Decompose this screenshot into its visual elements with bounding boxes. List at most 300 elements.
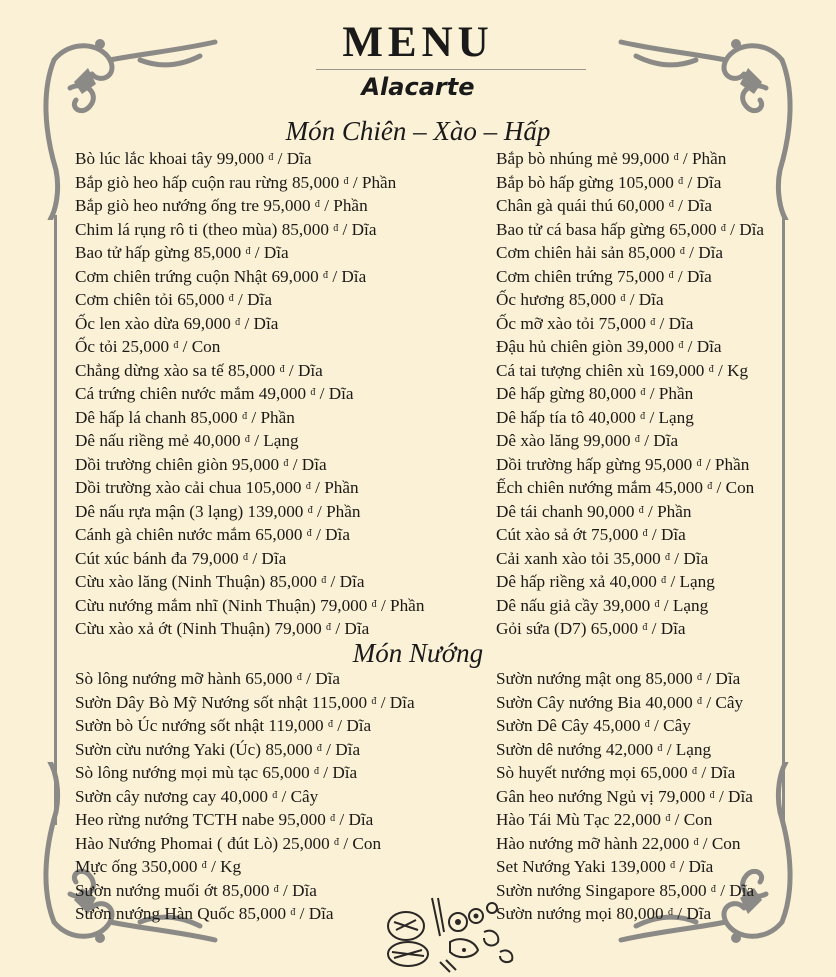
section-nuong-right-column [496, 667, 754, 926]
menu-item [75, 335, 424, 359]
menu-item-price: 65,000 [669, 219, 717, 239]
menu-item [75, 288, 424, 312]
menu-item [75, 808, 415, 832]
menu-item-name: Dê hấp gừng [496, 384, 585, 403]
menu-item [75, 382, 424, 406]
unit-separator: / [380, 595, 386, 615]
menu-item-price: 40,000 [609, 572, 657, 591]
unit-separator: / [682, 149, 688, 168]
menu-item-name: Cải xanh xào tỏi [496, 548, 610, 568]
menu-item-unit: Dĩa [335, 739, 361, 759]
menu-item [496, 194, 764, 218]
menu-item-price: 85,000 [659, 880, 707, 900]
currency-symbol: đ [668, 199, 674, 210]
menu-item-price: 69,000 [271, 266, 319, 286]
currency-symbol: đ [634, 434, 640, 445]
menu-item-unit: Dĩa [715, 669, 741, 688]
menu-item-price: 40,000 [193, 431, 241, 450]
menu-item [75, 218, 424, 242]
currency-symbol: đ [305, 481, 311, 492]
menu-item-unit: Dĩa [668, 313, 694, 333]
unit-separator: / [706, 669, 712, 688]
menu-item-price: 60,000 [617, 196, 665, 215]
unit-separator: / [352, 172, 358, 192]
currency-symbol: đ [707, 481, 713, 492]
menu-item-name: Ốc tỏi [75, 337, 118, 356]
unit-separator: / [238, 290, 243, 309]
menu-item [496, 382, 764, 406]
menu-item-unit: Dĩa [292, 880, 317, 900]
menu-item-name: Dê nấu riềng mẻ [75, 431, 190, 450]
menu-item [75, 879, 415, 903]
menu-item-price: 75,000 [591, 525, 639, 544]
menu-item-name: Gỏi sứa (D7) [496, 619, 587, 638]
unit-separator: / [380, 692, 386, 712]
menu-item-unit: Dĩa [297, 360, 323, 380]
menu-item-name: Sườn nướng Singapore [496, 880, 656, 900]
menu-item-name: Dồi trường chiên giòn [75, 454, 228, 474]
menu-item-name: Chẳng dừng xào sa tế [75, 360, 224, 380]
menu-item [496, 714, 754, 738]
menu-item-name: Đậu hủ chiên giòn [496, 337, 623, 356]
menu-item-unit: Dĩa [696, 337, 722, 356]
menu-item-name: Sườn Cây nướng Bia [496, 692, 642, 712]
menu-item-unit: Cây [715, 692, 744, 712]
unit-separator: / [674, 548, 680, 568]
menu-item-unit: Dĩa [728, 786, 753, 806]
unit-separator: / [343, 833, 349, 853]
menu-item-price: 85,000 [269, 572, 317, 591]
menu-item-name: Bò lúc lắc khoai tây [75, 149, 213, 168]
currency-symbol: đ [283, 457, 289, 469]
menu-item [75, 738, 415, 762]
currency-symbol: đ [243, 551, 249, 563]
currency-symbol: đ [296, 672, 302, 683]
menu-item-unit: Dĩa [686, 904, 712, 923]
unit-separator: / [651, 525, 657, 544]
menu-item-price: 85,000 [238, 904, 287, 923]
menu-item-unit: Dĩa [739, 219, 765, 239]
unit-separator: / [254, 431, 259, 450]
menu-item-price: 79,000 [658, 786, 706, 806]
menu-item-name: Sò huyết nướng mọi [496, 763, 637, 782]
menu-item-price: 79,000 [274, 619, 322, 638]
menu-item-name: Sườn nướng muối ớt [75, 880, 218, 900]
unit-separator: / [292, 454, 298, 474]
currency-symbol: đ [330, 813, 336, 824]
menu-item-unit: Dĩa [263, 243, 289, 262]
menu-item-unit: Dĩa [286, 149, 312, 168]
menu-item-unit: Dĩa [660, 619, 686, 638]
menu-item [75, 359, 424, 383]
currency-symbol: đ [201, 860, 207, 871]
menu-item-name: Bắp bò nhúng mẻ [496, 149, 618, 168]
unit-separator: / [324, 196, 329, 215]
currency-symbol: đ [228, 293, 234, 304]
menu-item [75, 785, 415, 809]
menu-item-price: 25,000 [282, 833, 330, 853]
menu-item-name: Dê hấp tía tô [496, 407, 585, 427]
menu-item-name: Bắp bò hấp gừng [496, 172, 614, 192]
currency-symbol: đ [710, 883, 716, 895]
currency-symbol: đ [313, 766, 319, 777]
menu-item-price: 69,000 [183, 313, 231, 333]
menu-item-price: 75,000 [617, 266, 665, 286]
currency-symbol: đ [720, 222, 726, 234]
menu-item-price: 79,000 [320, 595, 368, 615]
unit-separator: / [335, 619, 341, 638]
menu-item-unit: Phần [260, 407, 295, 427]
menu-item-price: 350,000 [141, 857, 198, 876]
menu-item-unit: Phần [361, 172, 397, 192]
menu-title: MENU [342, 19, 494, 66]
menu-item-price: 99,000 [216, 149, 265, 168]
currency-symbol: đ [371, 598, 377, 610]
unit-separator: / [730, 219, 735, 239]
menu-item-price: 85,000 [265, 739, 313, 759]
menu-item-price: 85,000 [568, 290, 617, 309]
menu-item-unit: Dĩa [389, 692, 415, 712]
currency-symbol: đ [678, 340, 684, 351]
currency-symbol: đ [371, 695, 377, 707]
section-nuong-left-column [75, 667, 415, 926]
menu-item-unit: Lạng [658, 407, 694, 427]
menu-item-unit: Dĩa [729, 880, 755, 900]
unit-separator: / [701, 763, 707, 782]
menu-item-price: 85,000 [645, 669, 693, 688]
menu-item-unit: Dĩa [653, 431, 679, 450]
menu-item-name: Hào Tái Mù Tạc [496, 810, 610, 829]
menu-item-name: Dê nấu rựa mận (3 lạng) [75, 501, 244, 521]
menu-item [75, 453, 424, 477]
menu-item [496, 476, 764, 500]
currency-symbol: đ [326, 622, 332, 633]
menu-item-unit: Lạng [679, 572, 715, 591]
menu-item-name: Cá tai tượng chiên xù [496, 360, 645, 380]
unit-separator: / [651, 619, 657, 638]
menu-item [75, 832, 415, 856]
menu-item-name: Cơm chiên trứng cuộn Nhật [75, 266, 268, 286]
currency-symbol: đ [697, 672, 703, 683]
menu-item-price: 85,000 [228, 360, 276, 380]
menu-item [496, 453, 764, 477]
menu-item-name: Sườn dê nướng [496, 739, 602, 759]
menu-item [496, 761, 754, 785]
currency-symbol: đ [245, 246, 251, 257]
menu-item-name: Sườn cừu nướng Yaki (Úc) [75, 739, 262, 759]
unit-separator: / [644, 431, 649, 450]
menu-item-price: 139,000 [609, 857, 666, 876]
menu-item [75, 570, 424, 594]
menu-item-name: Mực ống [75, 857, 138, 876]
menu-item [496, 738, 754, 762]
menu-item [75, 171, 424, 195]
currency-symbol: đ [708, 363, 714, 375]
menu-item-unit: Dĩa [253, 313, 279, 333]
currency-symbol: đ [665, 551, 670, 563]
currency-symbol: đ [620, 293, 626, 304]
currency-symbol: đ [697, 695, 703, 707]
unit-separator: / [211, 857, 216, 876]
menu-item-name: Ếch chiên nướng mắm [496, 478, 652, 497]
unit-separator: / [283, 880, 288, 900]
unit-separator: / [674, 810, 680, 829]
menu-item [75, 476, 424, 500]
menu-item-price: 95,000 [263, 196, 311, 215]
menu-item-unit: Dĩa [344, 619, 370, 638]
unit-separator: / [337, 716, 343, 735]
menu-item [75, 523, 424, 547]
menu-item-price: 65,000 [262, 763, 310, 782]
menu-item [75, 761, 415, 785]
unit-separator: / [677, 904, 683, 923]
unit-separator: / [654, 716, 659, 735]
menu-item-price: 90,000 [587, 501, 635, 521]
menu-item-name: Cừu xào lăng (Ninh Thuận) [75, 572, 266, 591]
menu-item [496, 265, 764, 289]
currency-symbol: đ [272, 789, 278, 801]
menu-item-name: Sò lông nướng mọi mù tạc [75, 763, 259, 782]
menu-item-price: 169,000 [648, 360, 705, 380]
unit-separator: / [687, 172, 693, 192]
menu-item-unit: Dĩa [328, 384, 354, 403]
menu-item [496, 547, 764, 571]
menu-item-unit: Cây [663, 716, 691, 735]
menu-item-name: Cừu xào xả ớt (Ninh Thuận) [75, 619, 271, 638]
unit-separator: / [663, 595, 669, 615]
menu-item-price: 40,000 [645, 692, 693, 712]
menu-item [496, 147, 764, 171]
menu-item-name: Dê nấu giả cầy [496, 595, 599, 615]
menu-item-price: 85,000 [281, 219, 329, 239]
menu-item-unit: Dĩa [696, 172, 722, 192]
currency-symbol: đ [343, 175, 349, 187]
unit-separator: / [689, 243, 694, 262]
menu-item-price: 49,000 [258, 384, 307, 403]
menu-item-price: 42,000 [605, 739, 654, 759]
currency-symbol: đ [173, 340, 179, 351]
menu-item-name: Dê hấp riềng xả [496, 572, 606, 591]
menu-item-name: Sườn nướng mật ong [496, 669, 642, 688]
currency-symbol: đ [273, 883, 279, 895]
menu-item-name: Chim lá rụng rô ti (theo mùa) [75, 219, 278, 239]
menu-item [496, 523, 764, 547]
unit-separator: / [316, 525, 321, 544]
menu-item-unit: Dĩa [688, 857, 714, 876]
menu-item-unit: Con [711, 833, 741, 853]
menu-item-price: 99,000 [583, 431, 631, 450]
menu-item [75, 855, 415, 879]
menu-item-name: Bao tử hấp gừng [75, 243, 190, 262]
menu-item [75, 547, 424, 571]
menu-item-unit: Phần [326, 501, 361, 521]
menu-item-unit: Dĩa [346, 716, 372, 735]
menu-item-unit: Phần [333, 196, 368, 215]
menu-item [75, 429, 424, 453]
menu-item-name: Bắp giò heo hấp cuộn rau rừng [75, 172, 288, 192]
currency-symbol: đ [334, 836, 340, 848]
unit-separator: / [342, 219, 348, 239]
menu-item-price: 65,000 [255, 525, 303, 544]
menu-item-price: 119,000 [268, 716, 324, 735]
menu-item-name: Sườn Dê Cây [496, 716, 589, 735]
menu-item [496, 288, 764, 312]
section-chien-xao-hap-left-column [75, 147, 424, 641]
menu-item-name: Ốc len xào dừa [75, 313, 180, 333]
right-border-line [782, 215, 785, 825]
unit-separator: / [716, 478, 722, 497]
section-title-nuong: Món Nướng [352, 638, 484, 668]
menu-item [75, 241, 424, 265]
menu-item [75, 691, 415, 715]
menu-item [496, 171, 764, 195]
menu-item-name: Heo rừng nướng TCTH nabe [75, 810, 275, 829]
unit-separator: / [251, 407, 257, 427]
menu-item-unit: Dĩa [261, 548, 287, 568]
menu-item [496, 312, 764, 336]
menu-item-price: 79,000 [191, 548, 239, 568]
menu-item-unit: Con [352, 833, 382, 853]
currency-symbol: đ [650, 316, 656, 328]
currency-symbol: đ [314, 199, 320, 210]
menu-item-name: Cá trứng chiên nước mắm [75, 384, 255, 403]
unit-separator: / [649, 407, 655, 427]
menu-item [75, 617, 424, 641]
unit-separator: / [182, 337, 188, 356]
unit-separator: / [659, 313, 665, 333]
menu-item-unit: Phần [390, 595, 425, 615]
unit-separator: / [330, 572, 336, 591]
unit-separator: / [332, 266, 338, 286]
unit-separator: / [648, 501, 653, 521]
menu-item [75, 714, 415, 738]
menu-item-unit: Con [725, 478, 755, 497]
menu-item-unit: Lạng [672, 595, 709, 615]
menu-item [496, 691, 754, 715]
unit-separator: / [288, 360, 294, 380]
unit-separator: / [254, 243, 260, 262]
menu-item-name: Dồi trường xào cải chua [75, 478, 242, 497]
currency-symbol: đ [306, 528, 312, 539]
menu-item-price: 95,000 [278, 810, 326, 829]
currency-symbol: đ [279, 363, 285, 375]
currency-symbol: đ [673, 152, 679, 163]
menu-item-price: 80,000 [588, 384, 637, 403]
menu-item-name: Dê hấp lá chanh [75, 407, 187, 427]
currency-symbol: đ [640, 410, 646, 422]
currency-symbol: đ [316, 742, 322, 754]
menu-item-unit: Dĩa [325, 525, 350, 544]
menu-item-price: 95,000 [644, 454, 693, 474]
menu-item-name: Bao tử cá basa hấp gừng [496, 219, 665, 239]
unit-separator: / [244, 313, 250, 333]
currency-symbol: đ [678, 175, 684, 187]
currency-symbol: đ [642, 528, 648, 539]
menu-item-price: 85,000 [193, 243, 242, 262]
menu-subtitle: Alacarte [361, 73, 475, 101]
menu-item-name: Cút xúc bánh đa [75, 548, 188, 568]
menu-item-name: Sườn cây nương cay [75, 786, 217, 806]
menu-item-price: 39,000 [626, 337, 675, 356]
title-divider [316, 69, 586, 70]
unit-separator: / [316, 501, 322, 521]
menu-item-unit: Dĩa [687, 196, 713, 215]
menu-item [496, 429, 764, 453]
menu-item [75, 406, 424, 430]
menu-item-name: Ốc hương [496, 290, 565, 309]
unit-separator: / [306, 669, 311, 688]
menu-item-name: Dồi trường hấp gừng [496, 454, 641, 474]
menu-item-name: Hào Nướng Phomai ( đút Lò) [75, 833, 279, 853]
menu-item [75, 265, 424, 289]
menu-item-price: 139,000 [247, 501, 304, 521]
currency-symbol: đ [667, 907, 673, 918]
menu-item-unit: Kg [220, 857, 242, 876]
currency-symbol: đ [333, 222, 339, 234]
menu-item-unit: Dĩa [660, 525, 686, 544]
menu-item-price: 45,000 [655, 478, 703, 497]
menu-item-name: Cừu nướng mắm nhĩ (Ninh Thuận) [75, 595, 316, 615]
menu-item-price: 85,000 [628, 243, 676, 262]
menu-item-price: 105,000 [245, 478, 302, 497]
currency-symbol: đ [709, 789, 715, 801]
section-chien-xao-hap-right-column [496, 147, 764, 641]
currency-symbol: đ [657, 742, 663, 754]
menu-item [75, 902, 415, 926]
menu-item-name: Hào nướng mỡ hành [496, 833, 638, 853]
currency-symbol: đ [654, 598, 660, 610]
menu-item-name: Cơm chiên hải sản [496, 243, 624, 262]
menu-item-unit: Phần [714, 454, 750, 474]
menu-item-unit: Dĩa [301, 454, 327, 474]
currency-symbol: đ [642, 622, 648, 633]
unit-separator: / [679, 857, 685, 876]
menu-item [496, 667, 754, 691]
currency-symbol: đ [242, 410, 248, 422]
unit-separator: / [339, 810, 345, 829]
menu-item-unit: Lạng [263, 431, 299, 450]
menu-item-name: Ốc mỡ xào tỏi [496, 313, 595, 333]
menu-item-unit: Dĩa [686, 266, 712, 286]
unit-separator: / [319, 384, 325, 403]
currency-symbol: đ [644, 719, 650, 730]
currency-symbol: đ [244, 434, 250, 445]
menu-item-price: 65,000 [177, 290, 225, 309]
menu-item-price: 99,000 [622, 149, 670, 168]
menu-item [496, 241, 764, 265]
unit-separator: / [706, 692, 712, 712]
menu-item [496, 406, 764, 430]
unit-separator: / [718, 786, 724, 806]
unit-separator: / [670, 572, 676, 591]
unit-separator: / [649, 384, 655, 403]
menu-item-unit: Phần [658, 384, 694, 403]
currency-symbol: đ [670, 860, 676, 871]
currency-symbol: đ [692, 766, 698, 777]
unit-separator: / [326, 739, 331, 759]
menu-item-name: Dê xào lăng [496, 431, 580, 450]
unit-separator: / [720, 880, 725, 900]
menu-item-price: 39,000 [602, 595, 651, 615]
currency-symbol: đ [235, 316, 241, 328]
menu-item-unit: Phần [691, 149, 727, 168]
menu-item-price: 105,000 [617, 172, 674, 192]
left-border-line [54, 215, 57, 825]
menu-item-name: Cánh gà chiên nước mắm [75, 525, 251, 544]
menu-item-name: Cút xào sả ớt [496, 525, 587, 544]
currency-symbol: đ [679, 246, 685, 257]
menu-item [496, 570, 764, 594]
